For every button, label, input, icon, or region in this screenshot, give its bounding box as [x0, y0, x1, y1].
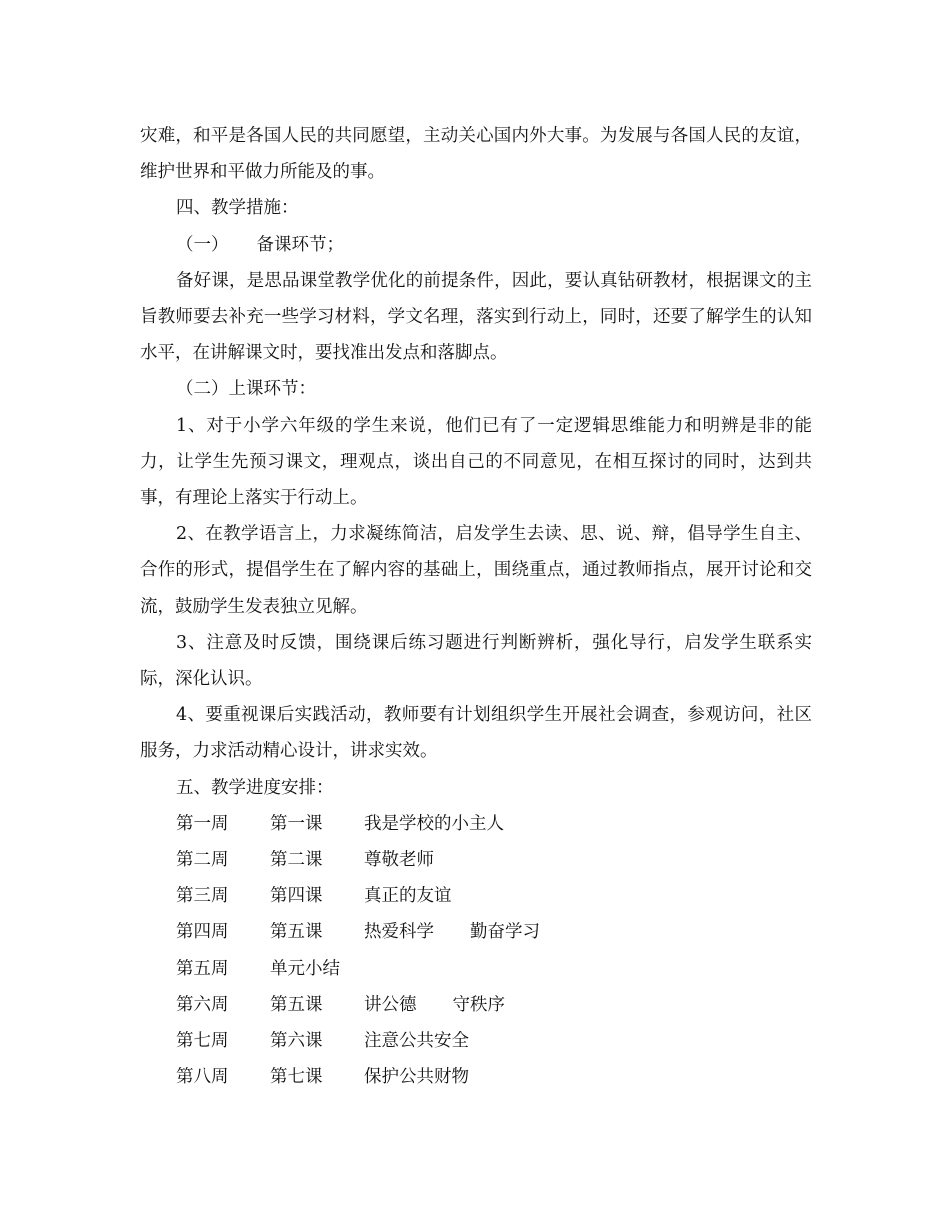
schedule-lesson: 第四课	[270, 886, 323, 907]
schedule-lesson: 第五课	[270, 994, 323, 1015]
schedule-week: 第二周	[176, 850, 229, 871]
subsection-1-title	[140, 227, 812, 263]
schedule-row	[140, 842, 812, 878]
item-2-paragraph: 2、在教学语言上，力求凝练简洁，启发学生去读、思、说、辩，倡导学生自主、合作的形式，提倡学生在了解内容的基础上，围绕重点，通过教师指点，展开讨论和交流，鼓励学生发表独立见解。	[140, 524, 812, 617]
document-page	[140, 118, 812, 1095]
schedule-lesson: 第六课	[270, 1031, 323, 1052]
schedule-title	[364, 1059, 469, 1095]
schedule-title-a: 保护公共财物	[364, 1067, 469, 1088]
schedule-title-a: 讲公德	[364, 994, 417, 1015]
schedule-lesson: 第一课	[270, 813, 323, 834]
schedule-week: 第一周	[176, 813, 229, 834]
schedule-row	[140, 878, 812, 914]
schedule-lesson: 单元小结	[270, 958, 340, 979]
schedule-title-a: 热爱科学	[364, 922, 434, 943]
subsection-1-number: （一）	[176, 234, 229, 255]
schedule-title	[364, 878, 452, 914]
schedule-row	[140, 1059, 812, 1095]
schedule-row	[140, 806, 812, 842]
schedule-title-a: 注意公共安全	[364, 1031, 469, 1052]
item-1-paragraph: 1、对于小学六年级的学生来说，他们已有了一定逻辑思维能力和明辨是非的能力，让学生先预习课文，理观点，谈出自己的不同意见，在相互探讨的同时，达到共事，有理论上落实于行动上。	[140, 415, 812, 509]
subsection-1-label: 备课环节；	[256, 234, 344, 255]
schedule-week: 第四周	[176, 922, 229, 943]
schedule-week: 第七周	[176, 1031, 229, 1052]
subsection-1-paragraph: 备好课，是思品课堂教学优化的前提条件，因此，要认真钻研教材，根据课文的主旨教师要去补充一些学习材料，学文名理，落实到行动上，同时，还要了解学生的认知水平，在讲解课文时，要找准出发点和落脚点。	[140, 270, 812, 364]
schedule-list	[140, 806, 812, 1096]
section-4-title: 四、教学措施：	[176, 198, 299, 219]
schedule-row	[140, 951, 812, 987]
schedule-title-b: 守秩序	[452, 994, 505, 1015]
schedule-title	[364, 914, 540, 950]
section-5-title: 五、教学进度安排：	[176, 777, 334, 798]
schedule-row	[140, 1023, 812, 1059]
schedule-week: 第八周	[176, 1067, 229, 1088]
subsection-2-title: （二）上课环节：	[176, 379, 316, 400]
schedule-title-a: 真正的友谊	[364, 886, 452, 907]
schedule-title	[364, 1023, 469, 1059]
schedule-title-a: 我是学校的小主人	[364, 813, 504, 834]
schedule-week: 第六周	[176, 994, 229, 1015]
schedule-week: 第五周	[176, 958, 229, 979]
schedule-lesson: 第二课	[270, 850, 323, 871]
schedule-title	[364, 987, 505, 1023]
schedule-lesson: 第五课	[270, 922, 323, 943]
schedule-lesson: 第七课	[270, 1067, 323, 1088]
schedule-title	[364, 806, 504, 842]
item-4-paragraph: 4、要重视课后实践活动，教师要有计划组织学生开展社会调查，参观访问，社区服务，力求活动精心设计，讲求实效。	[140, 705, 812, 762]
schedule-row	[140, 914, 812, 950]
schedule-title-b: 勤奋学习	[470, 922, 540, 943]
schedule-week: 第三周	[176, 886, 229, 907]
intro-paragraph: 灾难，和平是各国人民的共同愿望，主动关心国内外大事。为发展与各国人民的友谊，维护世界和平做力所能及的事。	[140, 126, 812, 183]
item-3-paragraph: 3、注意及时反馈，围绕课后练习题进行判断辨析，强化导行，启发学生联系实际，深化认识。	[140, 632, 812, 690]
schedule-title-a: 尊敬老师	[364, 850, 434, 871]
schedule-title	[364, 842, 434, 878]
schedule-row	[140, 987, 812, 1023]
